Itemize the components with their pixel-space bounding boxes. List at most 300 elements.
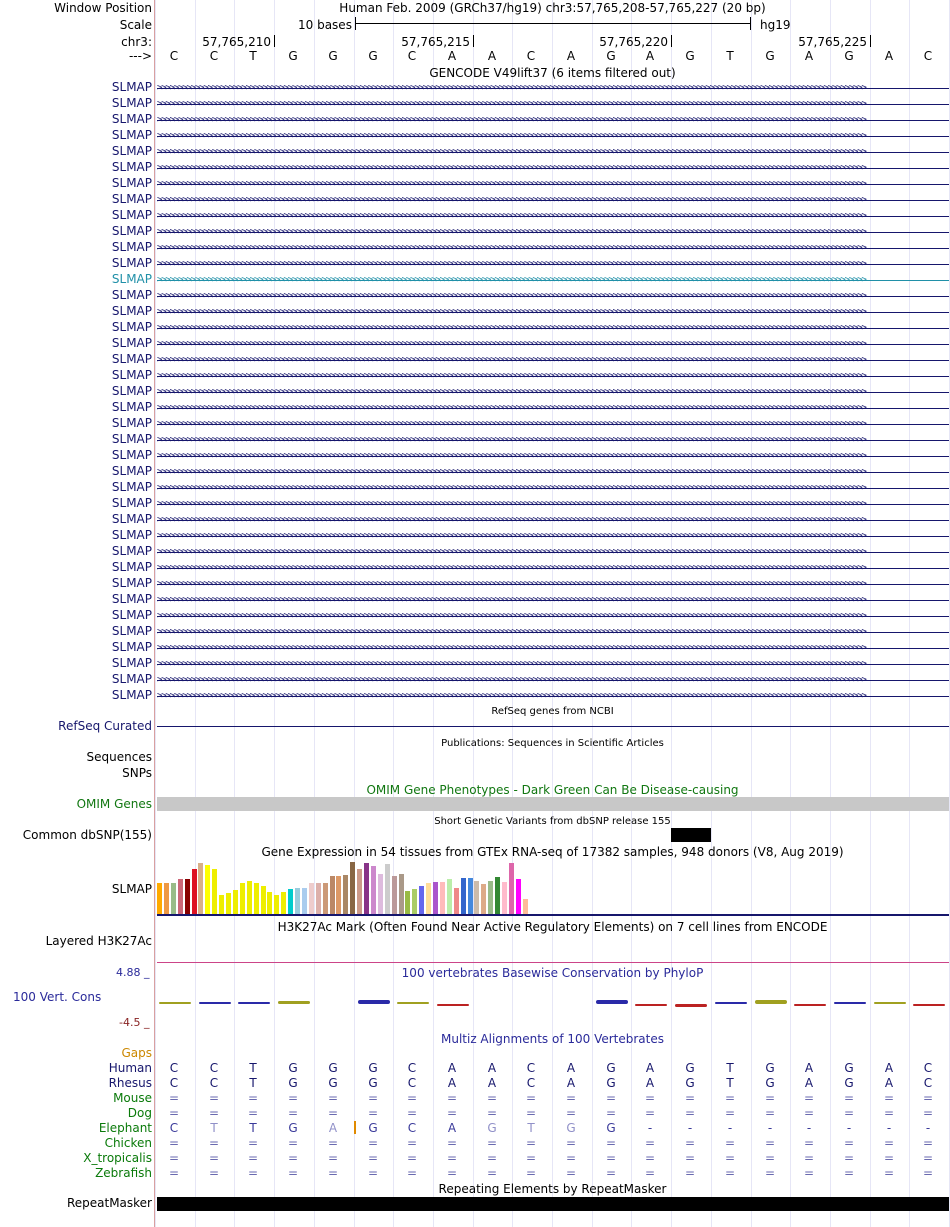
- alignment-base: =: [525, 1151, 537, 1165]
- alignment-base: -: [687, 1121, 693, 1135]
- alignment-base: G: [487, 1121, 497, 1135]
- alignment-base: =: [406, 1166, 418, 1180]
- gtex-tissue-bar[interactable]: [261, 886, 266, 914]
- gencode-title: GENCODE V49lift37 (6 items filtered out): [429, 66, 676, 80]
- alignment-base: G: [368, 1076, 378, 1090]
- species-label[interactable]: Zebrafish: [95, 1166, 152, 1180]
- alignment-base: =: [803, 1151, 815, 1165]
- gencode-item-feature[interactable]: >>>>>>>>>>>>>>>>>>>>>>>>>>>>>>>>>>>>>>>>>>>>>>>>>>>>>>>>>>>>>>>>>>>>>>>>>>>>>>>>>>>>>>>>>>>>>>>>>>>>>>>>>>>>>>>>>>>>>>>>>>>>>>>>>>>>>>>>>>>>>>>>>>>>>>>>>>>>>>>>>>>>>>>>: [157, 452, 866, 460]
- gtex-tissue-bar[interactable]: [274, 895, 279, 914]
- gencode-item-label[interactable]: SLMAP: [111, 496, 152, 510]
- species-label[interactable]: Mouse: [113, 1091, 152, 1105]
- gencode-item-feature[interactable]: >>>>>>>>>>>>>>>>>>>>>>>>>>>>>>>>>>>>>>>>>>>>>>>>>>>>>>>>>>>>>>>>>>>>>>>>>>>>>>>>>>>>>>>>>>>>>>>>>>>>>>>>>>>>>>>>>>>>>>>>>>>>>>>>>>>>>>>>>>>>>>>>>>>>>>>>>>>>>>>>>>>>>>>>: [157, 196, 866, 204]
- gtex-tissue-bar[interactable]: [378, 874, 383, 914]
- ruler-number: 57,765,220: [599, 35, 668, 49]
- alignment-base: =: [406, 1091, 418, 1105]
- alignment-base: G: [288, 1061, 298, 1075]
- gencode-item-label[interactable]: SLMAP: [111, 288, 152, 302]
- alignment-base: =: [883, 1136, 895, 1150]
- alignment-base: A: [566, 1061, 576, 1075]
- alignment-base: -: [846, 1121, 852, 1135]
- gencode-item-feature[interactable]: >>>>>>>>>>>>>>>>>>>>>>>>>>>>>>>>>>>>>>>>>>>>>>>>>>>>>>>>>>>>>>>>>>>>>>>>>>>>>>>>>>>>>>>>>>>>>>>>>>>>>>>>>>>>>>>>>>>>>>>>>>>>>>>>>>>>>>>>>>>>>>>>>>>>>>>>>>>>>>>>>>>>>>>>: [157, 612, 866, 620]
- alignment-base: =: [327, 1091, 339, 1105]
- ruler-tick: [870, 35, 871, 47]
- alignment-base: =: [168, 1106, 180, 1120]
- gencode-item-feature[interactable]: >>>>>>>>>>>>>>>>>>>>>>>>>>>>>>>>>>>>>>>>>>>>>>>>>>>>>>>>>>>>>>>>>>>>>>>>>>>>>>>>>>>>>>>>>>>>>>>>>>>>>>>>>>>>>>>>>>>>>>>>>>>>>>>>>>>>>>>>>>>>>>>>>>>>>>>>>>>>>>>>>>>>>>>>: [157, 308, 866, 316]
- strand-label: --->: [128, 49, 152, 63]
- sequence-base: G: [368, 49, 378, 63]
- alignment-base: =: [922, 1091, 934, 1105]
- species-label[interactable]: Chicken: [104, 1136, 152, 1150]
- alignment-base: =: [486, 1151, 498, 1165]
- gtex-tissue-bar[interactable]: [509, 863, 514, 914]
- alignment-base: =: [922, 1151, 934, 1165]
- phylop-score-mark: [596, 1000, 628, 1004]
- alignment-base: =: [883, 1106, 895, 1120]
- gtex-tissue-bar[interactable]: [426, 883, 431, 914]
- gtex-tissue-bar[interactable]: [412, 889, 417, 914]
- alignment-base: =: [684, 1106, 696, 1120]
- gencode-item-feature[interactable]: >>>>>>>>>>>>>>>>>>>>>>>>>>>>>>>>>>>>>>>>>>>>>>>>>>>>>>>>>>>>>>>>>>>>>>>>>>>>>>>>>>>>>>>>>>>>>>>>>>>>>>>>>>>>>>>>>>>>>>>>>>>>>>>>>>>>>>>>>>>>>>>>>>>>>>>>>>>>>>>>>>>>>>>>: [157, 84, 866, 92]
- alignment-base: =: [684, 1136, 696, 1150]
- gencode-item-label[interactable]: SLMAP: [111, 144, 152, 158]
- gtex-label[interactable]: SLMAP: [111, 882, 152, 896]
- sequence-base: A: [447, 49, 457, 63]
- gtex-tissue-bar[interactable]: [461, 878, 466, 914]
- omim-gene-bar[interactable]: [157, 797, 949, 811]
- alignment-base: =: [883, 1091, 895, 1105]
- gtex-tissue-bar[interactable]: [371, 866, 376, 914]
- alignment-base: =: [843, 1151, 855, 1165]
- gtex-baseline: [157, 914, 949, 916]
- omim-title: OMIM Gene Phenotypes - Dark Green Can Be Disease-causing: [366, 783, 739, 797]
- gencode-item-label[interactable]: SLMAP: [111, 464, 152, 478]
- gencode-item-feature[interactable]: >>>>>>>>>>>>>>>>>>>>>>>>>>>>>>>>>>>>>>>>>>>>>>>>>>>>>>>>>>>>>>>>>>>>>>>>>>>>>>>>>>>>>>>>>>>>>>>>>>>>>>>>>>>>>>>>>>>>>>>>>>>>>>>>>>>>>>>>>>>>>>>>>>>>>>>>>>>>>>>>>>>>>>>>: [157, 356, 866, 364]
- gtex-tissue-bar[interactable]: [302, 888, 307, 914]
- refseq-title: RefSeq genes from NCBI: [491, 706, 614, 717]
- gencode-item-label[interactable]: SLMAP: [111, 336, 152, 350]
- alignment-base: A: [804, 1076, 814, 1090]
- phylop-score-mark: [635, 1004, 667, 1006]
- gtex-bar-chart[interactable]: [156, 860, 536, 914]
- assembly-label: hg19: [760, 18, 791, 32]
- refseq-label[interactable]: RefSeq Curated: [58, 719, 152, 733]
- gencode-item-label[interactable]: SLMAP: [111, 640, 152, 654]
- dbsnp-title: Short Genetic Variants from dbSNP release 155: [434, 816, 671, 827]
- alignment-base: =: [287, 1166, 299, 1180]
- alignment-base: =: [486, 1136, 498, 1150]
- alignment-base: =: [208, 1136, 220, 1150]
- alignment-base: =: [803, 1106, 815, 1120]
- alignment-base: G: [844, 1061, 854, 1075]
- gtex-tissue-bar[interactable]: [267, 892, 272, 914]
- alignment-base: G: [566, 1121, 576, 1135]
- alignment-base: =: [605, 1136, 617, 1150]
- gencode-item-feature[interactable]: >>>>>>>>>>>>>>>>>>>>>>>>>>>>>>>>>>>>>>>>>>>>>>>>>>>>>>>>>>>>>>>>>>>>>>>>>>>>>>>>>>>>>>>>>>>>>>>>>>>>>>>>>>>>>>>>>>>>>>>>>>>>>>>>>>>>>>>>>>>>>>>>>>>>>>>>>>>>>>>>>>>>>>>>: [157, 180, 866, 188]
- alignment-base: =: [684, 1166, 696, 1180]
- gtex-tissue-bar[interactable]: [364, 863, 369, 914]
- gencode-item-feature[interactable]: >>>>>>>>>>>>>>>>>>>>>>>>>>>>>>>>>>>>>>>>>>>>>>>>>>>>>>>>>>>>>>>>>>>>>>>>>>>>>>>>>>>>>>>>>>>>>>>>>>>>>>>>>>>>>>>>>>>>>>>>>>>>>>>>>>>>>>>>>>>>>>>>>>>>>>>>>>>>>>>>>>>>>>>>: [157, 276, 866, 284]
- window-position-label: Window Position: [54, 1, 152, 15]
- gencode-item-feature[interactable]: >>>>>>>>>>>>>>>>>>>>>>>>>>>>>>>>>>>>>>>>>>>>>>>>>>>>>>>>>>>>>>>>>>>>>>>>>>>>>>>>>>>>>>>>>>>>>>>>>>>>>>>>>>>>>>>>>>>>>>>>>>>>>>>>>>>>>>>>>>>>>>>>>>>>>>>>>>>>>>>>>>>>>>>>: [157, 500, 866, 508]
- alignment-base: =: [247, 1166, 259, 1180]
- alignment-base: =: [843, 1166, 855, 1180]
- species-label[interactable]: X_tropicalis: [83, 1151, 152, 1165]
- sequence-base: C: [209, 49, 219, 63]
- gencode-item-label[interactable]: SLMAP: [111, 656, 152, 670]
- alignment-base: G: [765, 1061, 775, 1075]
- gtex-tissue-bar[interactable]: [247, 881, 252, 914]
- gencode-item-feature[interactable]: >>>>>>>>>>>>>>>>>>>>>>>>>>>>>>>>>>>>>>>>>>>>>>>>>>>>>>>>>>>>>>>>>>>>>>>>>>>>>>>>>>>>>>>>>>>>>>>>>>>>>>>>>>>>>>>>>>>>>>>>>>>>>>>>>>>>>>>>>>>>>>>>>>>>>>>>>>>>>>>>>>>>>>>>: [157, 164, 866, 172]
- gtex-tissue-bar[interactable]: [433, 882, 438, 914]
- gtex-tissue-bar[interactable]: [343, 875, 348, 914]
- h3k27ac-title: H3K27Ac Mark (Often Found Near Active Regulatory Elements) on 7 cell lines from ENCODE: [277, 920, 828, 934]
- alignment-base: =: [486, 1106, 498, 1120]
- gtex-tissue-bar[interactable]: [447, 879, 452, 914]
- alignment-base: =: [525, 1136, 537, 1150]
- alignment-base: =: [764, 1136, 776, 1150]
- alignment-base: =: [764, 1151, 776, 1165]
- alignment-base: =: [843, 1091, 855, 1105]
- gtex-tissue-bar[interactable]: [481, 884, 486, 914]
- alignment-base: T: [210, 1121, 218, 1135]
- alignment-base: -: [925, 1121, 931, 1135]
- alignment-base: =: [327, 1166, 339, 1180]
- gencode-item-feature[interactable]: >>>>>>>>>>>>>>>>>>>>>>>>>>>>>>>>>>>>>>>>>>>>>>>>>>>>>>>>>>>>>>>>>>>>>>>>>>>>>>>>>>>>>>>>>>>>>>>>>>>>>>>>>>>>>>>>>>>>>>>>>>>>>>>>>>>>>>>>>>>>>>>>>>>>>>>>>>>>>>>>>>>>>>>>: [157, 564, 866, 572]
- publications-label-sequences[interactable]: Sequences: [86, 750, 152, 764]
- gencode-item-label[interactable]: SLMAP: [111, 416, 152, 430]
- repeatmasker-label[interactable]: RepeatMasker: [66, 1196, 152, 1210]
- gencode-item-label[interactable]: SLMAP: [111, 208, 152, 222]
- gencode-item-label[interactable]: SLMAP: [111, 384, 152, 398]
- gencode-item-label[interactable]: SLMAP: [111, 80, 152, 94]
- alignment-base: =: [406, 1106, 418, 1120]
- gtex-tissue-bar[interactable]: [516, 879, 521, 914]
- gencode-item-label[interactable]: SLMAP: [111, 256, 152, 270]
- dbsnp-label[interactable]: Common dbSNP(155): [22, 828, 152, 842]
- gtex-tissue-bar[interactable]: [281, 892, 286, 914]
- gencode-item-label[interactable]: SLMAP: [111, 160, 152, 174]
- gtex-tissue-bar[interactable]: [288, 889, 293, 914]
- alignment-base: =: [367, 1091, 379, 1105]
- alignment-base: =: [605, 1166, 617, 1180]
- alignment-base: =: [724, 1166, 736, 1180]
- gencode-item-label[interactable]: SLMAP: [111, 352, 152, 366]
- gtex-title: Gene Expression in 54 tissues from GTEx RNA-seq of 17382 samples, 948 donors (V8, Aug 2019): [261, 845, 844, 859]
- alignment-base: G: [685, 1061, 695, 1075]
- phylop-score-mark: [913, 1004, 945, 1006]
- gencode-item-feature[interactable]: >>>>>>>>>>>>>>>>>>>>>>>>>>>>>>>>>>>>>>>>>>>>>>>>>>>>>>>>>>>>>>>>>>>>>>>>>>>>>>>>>>>>>>>>>>>>>>>>>>>>>>>>>>>>>>>>>>>>>>>>>>>>>>>>>>>>>>>>>>>>>>>>>>>>>>>>>>>>>>>>>>>>>>>>: [157, 148, 866, 156]
- alignment-base: =: [446, 1091, 458, 1105]
- alignment-base: C: [526, 1076, 536, 1090]
- gencode-item-label[interactable]: SLMAP: [111, 304, 152, 318]
- alignment-base: G: [606, 1121, 616, 1135]
- alignment-base: T: [527, 1121, 535, 1135]
- gencode-item-label[interactable]: SLMAP: [111, 448, 152, 462]
- gtex-tissue-bar[interactable]: [164, 883, 169, 914]
- alignment-base: =: [605, 1091, 617, 1105]
- alignment-base: G: [288, 1121, 298, 1135]
- alignment-base: A: [645, 1076, 655, 1090]
- publications-label-snps[interactable]: SNPs: [122, 766, 152, 780]
- gtex-tissue-bar[interactable]: [295, 888, 300, 914]
- gencode-item-label[interactable]: SLMAP: [111, 512, 152, 526]
- gtex-tissue-bar[interactable]: [198, 863, 203, 914]
- alignment-base: =: [486, 1091, 498, 1105]
- alignment-base: =: [367, 1136, 379, 1150]
- alignment-base: =: [565, 1151, 577, 1165]
- alignment-base: =: [208, 1091, 220, 1105]
- sequence-base: G: [685, 49, 695, 63]
- gencode-item-feature[interactable]: >>>>>>>>>>>>>>>>>>>>>>>>>>>>>>>>>>>>>>>>>>>>>>>>>>>>>>>>>>>>>>>>>>>>>>>>>>>>>>>>>>>>>>>>>>>>>>>>>>>>>>>>>>>>>>>>>>>>>>>>>>>>>>>>>>>>>>>>>>>>>>>>>>>>>>>>>>>>>>>>>>>>>>>>: [157, 292, 866, 300]
- phylop-score-mark: [715, 1002, 747, 1004]
- gtex-tissue-bar[interactable]: [316, 883, 321, 914]
- gencode-item-label[interactable]: SLMAP: [111, 672, 152, 686]
- gencode-item-feature[interactable]: >>>>>>>>>>>>>>>>>>>>>>>>>>>>>>>>>>>>>>>>>>>>>>>>>>>>>>>>>>>>>>>>>>>>>>>>>>>>>>>>>>>>>>>>>>>>>>>>>>>>>>>>>>>>>>>>>>>>>>>>>>>>>>>>>>>>>>>>>>>>>>>>>>>>>>>>>>>>>>>>>>>>>>>>: [157, 660, 866, 668]
- gtex-tissue-bar[interactable]: [336, 876, 341, 914]
- omim-label[interactable]: OMIM Genes: [76, 797, 152, 811]
- alignment-base: =: [724, 1151, 736, 1165]
- gencode-item-label[interactable]: SLMAP: [111, 240, 152, 254]
- gencode-item-feature[interactable]: >>>>>>>>>>>>>>>>>>>>>>>>>>>>>>>>>>>>>>>>>>>>>>>>>>>>>>>>>>>>>>>>>>>>>>>>>>>>>>>>>>>>>>>>>>>>>>>>>>>>>>>>>>>>>>>>>>>>>>>>>>>>>>>>>>>>>>>>>>>>>>>>>>>>>>>>>>>>>>>>>>>>>>>>: [157, 132, 866, 140]
- gencode-item-feature[interactable]: >>>>>>>>>>>>>>>>>>>>>>>>>>>>>>>>>>>>>>>>>>>>>>>>>>>>>>>>>>>>>>>>>>>>>>>>>>>>>>>>>>>>>>>>>>>>>>>>>>>>>>>>>>>>>>>>>>>>>>>>>>>>>>>>>>>>>>>>>>>>>>>>>>>>>>>>>>>>>>>>>>>>>>>>: [157, 676, 866, 684]
- gtex-tissue-bar[interactable]: [205, 865, 210, 914]
- gencode-item-feature[interactable]: >>>>>>>>>>>>>>>>>>>>>>>>>>>>>>>>>>>>>>>>>>>>>>>>>>>>>>>>>>>>>>>>>>>>>>>>>>>>>>>>>>>>>>>>>>>>>>>>>>>>>>>>>>>>>>>>>>>>>>>>>>>>>>>>>>>>>>>>>>>>>>>>>>>>>>>>>>>>>>>>>>>>>>>>: [157, 228, 866, 236]
- gencode-item-label[interactable]: SLMAP: [111, 544, 152, 558]
- alignment-base: G: [368, 1061, 378, 1075]
- gencode-item-label[interactable]: SLMAP: [111, 96, 152, 110]
- alignment-base: G: [368, 1121, 378, 1135]
- gencode-item-feature[interactable]: >>>>>>>>>>>>>>>>>>>>>>>>>>>>>>>>>>>>>>>>>>>>>>>>>>>>>>>>>>>>>>>>>>>>>>>>>>>>>>>>>>>>>>>>>>>>>>>>>>>>>>>>>>>>>>>>>>>>>>>>>>>>>>>>>>>>>>>>>>>>>>>>>>>>>>>>>>>>>>>>>>>>>>>>: [157, 212, 866, 220]
- gtex-tissue-bar[interactable]: [405, 891, 410, 914]
- gencode-item-feature[interactable]: >>>>>>>>>>>>>>>>>>>>>>>>>>>>>>>>>>>>>>>>>>>>>>>>>>>>>>>>>>>>>>>>>>>>>>>>>>>>>>>>>>>>>>>>>>>>>>>>>>>>>>>>>>>>>>>>>>>>>>>>>>>>>>>>>>>>>>>>>>>>>>>>>>>>>>>>>>>>>>>>>>>>>>>>: [157, 628, 866, 636]
- alignment-base: =: [446, 1151, 458, 1165]
- phylop-score-mark: [278, 1001, 310, 1004]
- gencode-item-feature[interactable]: >>>>>>>>>>>>>>>>>>>>>>>>>>>>>>>>>>>>>>>>>>>>>>>>>>>>>>>>>>>>>>>>>>>>>>>>>>>>>>>>>>>>>>>>>>>>>>>>>>>>>>>>>>>>>>>>>>>>>>>>>>>>>>>>>>>>>>>>>>>>>>>>>>>>>>>>>>>>>>>>>>>>>>>>: [157, 100, 866, 108]
- sequence-base: T: [249, 49, 257, 63]
- alignment-base: =: [922, 1166, 934, 1180]
- sequence-base: A: [884, 49, 894, 63]
- phylop-score-mark: [834, 1002, 866, 1004]
- alignment-base: =: [247, 1091, 259, 1105]
- alignment-base: =: [644, 1091, 656, 1105]
- gtex-tissue-bar[interactable]: [212, 869, 217, 914]
- gtex-tissue-bar[interactable]: [495, 877, 500, 914]
- alignment-base: =: [287, 1136, 299, 1150]
- gencode-item-label[interactable]: SLMAP: [111, 400, 152, 414]
- alignment-base: =: [208, 1151, 220, 1165]
- alignment-base: T: [726, 1076, 734, 1090]
- alignment-base: T: [249, 1076, 257, 1090]
- gtex-tissue-bar[interactable]: [488, 881, 493, 914]
- gtex-tissue-bar[interactable]: [468, 878, 473, 914]
- gencode-item-feature[interactable]: >>>>>>>>>>>>>>>>>>>>>>>>>>>>>>>>>>>>>>>>>>>>>>>>>>>>>>>>>>>>>>>>>>>>>>>>>>>>>>>>>>>>>>>>>>>>>>>>>>>>>>>>>>>>>>>>>>>>>>>>>>>>>>>>>>>>>>>>>>>>>>>>>>>>>>>>>>>>>>>>>>>>>>>>: [157, 244, 866, 252]
- gtex-tissue-bar[interactable]: [330, 876, 335, 914]
- conservation-label[interactable]: 100 Vert. Cons: [13, 990, 102, 1004]
- gtex-tissue-bar[interactable]: [178, 879, 183, 914]
- ruler-number: 57,765,210: [202, 35, 271, 49]
- alignment-base: =: [803, 1166, 815, 1180]
- sequence-base: A: [804, 49, 814, 63]
- gencode-item-label[interactable]: SLMAP: [111, 592, 152, 606]
- gtex-tissue-bar[interactable]: [254, 883, 259, 914]
- gtex-tissue-bar[interactable]: [419, 886, 424, 914]
- gencode-item-label[interactable]: SLMAP: [111, 608, 152, 622]
- gencode-item-feature[interactable]: >>>>>>>>>>>>>>>>>>>>>>>>>>>>>>>>>>>>>>>>>>>>>>>>>>>>>>>>>>>>>>>>>>>>>>>>>>>>>>>>>>>>>>>>>>>>>>>>>>>>>>>>>>>>>>>>>>>>>>>>>>>>>>>>>>>>>>>>>>>>>>>>>>>>>>>>>>>>>>>>>>>>>>>>: [157, 324, 866, 332]
- gencode-item-feature[interactable]: >>>>>>>>>>>>>>>>>>>>>>>>>>>>>>>>>>>>>>>>>>>>>>>>>>>>>>>>>>>>>>>>>>>>>>>>>>>>>>>>>>>>>>>>>>>>>>>>>>>>>>>>>>>>>>>>>>>>>>>>>>>>>>>>>>>>>>>>>>>>>>>>>>>>>>>>>>>>>>>>>>>>>>>>: [157, 436, 866, 444]
- gtex-tissue-bar[interactable]: [350, 862, 355, 914]
- alignment-base: =: [406, 1151, 418, 1165]
- conservation-max-label: 4.88 _: [116, 966, 150, 979]
- refseq-track-line: [157, 726, 949, 727]
- ruler-number: 57,765,215: [401, 35, 470, 49]
- gencode-item-label[interactable]: SLMAP: [111, 432, 152, 446]
- gencode-item-feature[interactable]: >>>>>>>>>>>>>>>>>>>>>>>>>>>>>>>>>>>>>>>>>>>>>>>>>>>>>>>>>>>>>>>>>>>>>>>>>>>>>>>>>>>>>>>>>>>>>>>>>>>>>>>>>>>>>>>>>>>>>>>>>>>>>>>>>>>>>>>>>>>>>>>>>>>>>>>>>>>>>>>>>>>>>>>>: [157, 372, 866, 380]
- h3k27ac-baseline: [157, 962, 949, 963]
- species-label[interactable]: Elephant: [98, 1121, 152, 1135]
- gencode-item-label[interactable]: SLMAP: [111, 528, 152, 542]
- alignment-base: =: [803, 1136, 815, 1150]
- gencode-item-feature[interactable]: >>>>>>>>>>>>>>>>>>>>>>>>>>>>>>>>>>>>>>>>>>>>>>>>>>>>>>>>>>>>>>>>>>>>>>>>>>>>>>>>>>>>>>>>>>>>>>>>>>>>>>>>>>>>>>>>>>>>>>>>>>>>>>>>>>>>>>>>>>>>>>>>>>>>>>>>>>>>>>>>>>>>>>>>: [157, 580, 866, 588]
- gtex-tissue-bar[interactable]: [523, 899, 528, 914]
- gencode-item-feature[interactable]: >>>>>>>>>>>>>>>>>>>>>>>>>>>>>>>>>>>>>>>>>>>>>>>>>>>>>>>>>>>>>>>>>>>>>>>>>>>>>>>>>>>>>>>>>>>>>>>>>>>>>>>>>>>>>>>>>>>>>>>>>>>>>>>>>>>>>>>>>>>>>>>>>>>>>>>>>>>>>>>>>>>>>>>>: [157, 644, 866, 652]
- alignment-base: =: [168, 1136, 180, 1150]
- alignment-base: C: [923, 1076, 933, 1090]
- alignment-base: =: [446, 1106, 458, 1120]
- gencode-item-label[interactable]: SLMAP: [111, 624, 152, 638]
- alignment-base: =: [565, 1091, 577, 1105]
- gtex-tissue-bar[interactable]: [233, 890, 238, 914]
- alignment-base: =: [565, 1136, 577, 1150]
- alignment-base: =: [843, 1106, 855, 1120]
- gencode-item-feature[interactable]: >>>>>>>>>>>>>>>>>>>>>>>>>>>>>>>>>>>>>>>>>>>>>>>>>>>>>>>>>>>>>>>>>>>>>>>>>>>>>>>>>>>>>>>>>>>>>>>>>>>>>>>>>>>>>>>>>>>>>>>>>>>>>>>>>>>>>>>>>>>>>>>>>>>>>>>>>>>>>>>>>>>>>>>>: [157, 468, 866, 476]
- gtex-tissue-bar[interactable]: [171, 883, 176, 914]
- sequence-base: G: [288, 49, 298, 63]
- alignment-base: A: [487, 1076, 497, 1090]
- gencode-item-label[interactable]: SLMAP: [111, 192, 152, 206]
- gtex-tissue-bar[interactable]: [219, 895, 224, 914]
- repeatmasker-bar[interactable]: [157, 1197, 949, 1211]
- phylop-score-mark: [238, 1002, 270, 1004]
- gencode-item-label[interactable]: SLMAP: [111, 576, 152, 590]
- alignment-base: A: [447, 1061, 457, 1075]
- gencode-item-feature[interactable]: >>>>>>>>>>>>>>>>>>>>>>>>>>>>>>>>>>>>>>>>>>>>>>>>>>>>>>>>>>>>>>>>>>>>>>>>>>>>>>>>>>>>>>>>>>>>>>>>>>>>>>>>>>>>>>>>>>>>>>>>>>>>>>>>>>>>>>>>>>>>>>>>>>>>>>>>>>>>>>>>>>>>>>>>: [157, 404, 866, 412]
- gtex-tissue-bar[interactable]: [440, 882, 445, 914]
- alignment-base: A: [447, 1121, 457, 1135]
- gtex-tissue-bar[interactable]: [357, 869, 362, 914]
- sequence-base: G: [328, 49, 338, 63]
- phylop-score-mark: [159, 1002, 191, 1004]
- alignment-base: -: [886, 1121, 892, 1135]
- position-title: Human Feb. 2009 (GRCh37/hg19) chr3:57,765,208-57,765,227 (20 bp): [339, 1, 766, 15]
- alignment-base: =: [644, 1166, 656, 1180]
- alignment-base: =: [287, 1106, 299, 1120]
- gencode-item-label[interactable]: SLMAP: [111, 368, 152, 382]
- gencode-item-feature[interactable]: >>>>>>>>>>>>>>>>>>>>>>>>>>>>>>>>>>>>>>>>>>>>>>>>>>>>>>>>>>>>>>>>>>>>>>>>>>>>>>>>>>>>>>>>>>>>>>>>>>>>>>>>>>>>>>>>>>>>>>>>>>>>>>>>>>>>>>>>>>>>>>>>>>>>>>>>>>>>>>>>>>>>>>>>: [157, 116, 866, 124]
- gencode-item-label[interactable]: SLMAP: [111, 128, 152, 142]
- gtex-tissue-bar[interactable]: [185, 879, 190, 914]
- gencode-item-label[interactable]: SLMAP: [111, 320, 152, 334]
- alignment-base: -: [727, 1121, 733, 1135]
- alignment-base: G: [685, 1076, 695, 1090]
- alignment-base: =: [724, 1106, 736, 1120]
- multiz-title: Multiz Alignments of 100 Vertebrates: [440, 1032, 665, 1046]
- alignment-base: C: [169, 1076, 179, 1090]
- gtex-tissue-bar[interactable]: [392, 876, 397, 914]
- species-label[interactable]: Dog: [127, 1106, 152, 1120]
- gtex-tissue-bar[interactable]: [309, 883, 314, 914]
- alignment-base: =: [684, 1091, 696, 1105]
- gencode-item-label[interactable]: SLMAP: [111, 480, 152, 494]
- phylop-score-mark: [437, 1004, 469, 1006]
- h3k27ac-label[interactable]: Layered H3K27Ac: [45, 934, 152, 948]
- alignment-base: =: [922, 1106, 934, 1120]
- gencode-item-label[interactable]: SLMAP: [111, 688, 152, 702]
- gencode-item-feature[interactable]: >>>>>>>>>>>>>>>>>>>>>>>>>>>>>>>>>>>>>>>>>>>>>>>>>>>>>>>>>>>>>>>>>>>>>>>>>>>>>>>>>>>>>>>>>>>>>>>>>>>>>>>>>>>>>>>>>>>>>>>>>>>>>>>>>>>>>>>>>>>>>>>>>>>>>>>>>>>>>>>>>>>>>>>>: [157, 596, 866, 604]
- gencode-item-feature[interactable]: >>>>>>>>>>>>>>>>>>>>>>>>>>>>>>>>>>>>>>>>>>>>>>>>>>>>>>>>>>>>>>>>>>>>>>>>>>>>>>>>>>>>>>>>>>>>>>>>>>>>>>>>>>>>>>>>>>>>>>>>>>>>>>>>>>>>>>>>>>>>>>>>>>>>>>>>>>>>>>>>>>>>>>>>: [157, 484, 866, 492]
- gtex-tissue-bar[interactable]: [474, 881, 479, 914]
- gencode-item-feature[interactable]: >>>>>>>>>>>>>>>>>>>>>>>>>>>>>>>>>>>>>>>>>>>>>>>>>>>>>>>>>>>>>>>>>>>>>>>>>>>>>>>>>>>>>>>>>>>>>>>>>>>>>>>>>>>>>>>>>>>>>>>>>>>>>>>>>>>>>>>>>>>>>>>>>>>>>>>>>>>>>>>>>>>>>>>>: [157, 260, 866, 268]
- gtex-tissue-bar[interactable]: [454, 888, 459, 914]
- repeatmasker-title: Repeating Elements by RepeatMasker: [438, 1182, 667, 1196]
- gtex-tissue-bar[interactable]: [399, 874, 404, 914]
- alignment-base: =: [883, 1151, 895, 1165]
- alignment-base: =: [724, 1136, 736, 1150]
- alignment-base: T: [249, 1061, 257, 1075]
- alignment-base: =: [644, 1151, 656, 1165]
- gaps-label[interactable]: Gaps: [121, 1046, 152, 1060]
- gencode-item-feature[interactable]: >>>>>>>>>>>>>>>>>>>>>>>>>>>>>>>>>>>>>>>>>>>>>>>>>>>>>>>>>>>>>>>>>>>>>>>>>>>>>>>>>>>>>>>>>>>>>>>>>>>>>>>>>>>>>>>>>>>>>>>>>>>>>>>>>>>>>>>>>>>>>>>>>>>>>>>>>>>>>>>>>>>>>>>>: [157, 692, 866, 700]
- gtex-tissue-bar[interactable]: [502, 882, 507, 914]
- alignment-base: G: [606, 1061, 616, 1075]
- alignment-base: C: [407, 1061, 417, 1075]
- gencode-item-label[interactable]: SLMAP: [111, 272, 152, 286]
- gtex-tissue-bar[interactable]: [240, 883, 245, 914]
- gtex-tissue-bar[interactable]: [226, 893, 231, 914]
- gencode-item-feature[interactable]: >>>>>>>>>>>>>>>>>>>>>>>>>>>>>>>>>>>>>>>>>>>>>>>>>>>>>>>>>>>>>>>>>>>>>>>>>>>>>>>>>>>>>>>>>>>>>>>>>>>>>>>>>>>>>>>>>>>>>>>>>>>>>>>>>>>>>>>>>>>>>>>>>>>>>>>>>>>>>>>>>>>>>>>>: [157, 548, 866, 556]
- alignment-base: =: [764, 1166, 776, 1180]
- alignment-base: =: [922, 1136, 934, 1150]
- alignment-base: A: [447, 1076, 457, 1090]
- gencode-item-label[interactable]: SLMAP: [111, 176, 152, 190]
- alignment-base: T: [249, 1121, 257, 1135]
- gtex-tissue-bar[interactable]: [192, 869, 197, 914]
- phylop-score-mark: [874, 1002, 906, 1004]
- alignment-base: C: [169, 1061, 179, 1075]
- gencode-item-feature[interactable]: >>>>>>>>>>>>>>>>>>>>>>>>>>>>>>>>>>>>>>>>>>>>>>>>>>>>>>>>>>>>>>>>>>>>>>>>>>>>>>>>>>>>>>>>>>>>>>>>>>>>>>>>>>>>>>>>>>>>>>>>>>>>>>>>>>>>>>>>>>>>>>>>>>>>>>>>>>>>>>>>>>>>>>>>: [157, 516, 866, 524]
- gencode-item-feature[interactable]: >>>>>>>>>>>>>>>>>>>>>>>>>>>>>>>>>>>>>>>>>>>>>>>>>>>>>>>>>>>>>>>>>>>>>>>>>>>>>>>>>>>>>>>>>>>>>>>>>>>>>>>>>>>>>>>>>>>>>>>>>>>>>>>>>>>>>>>>>>>>>>>>>>>>>>>>>>>>>>>>>>>>>>>>: [157, 420, 866, 428]
- species-label[interactable]: Human: [108, 1061, 152, 1075]
- gencode-item-label[interactable]: SLMAP: [111, 560, 152, 574]
- chrom-label: chr3:: [121, 35, 152, 49]
- species-label[interactable]: Rhesus: [108, 1076, 152, 1090]
- alignment-base: =: [327, 1136, 339, 1150]
- sequence-base: G: [765, 49, 775, 63]
- sequence-base: C: [526, 49, 536, 63]
- gtex-tissue-bar[interactable]: [385, 864, 390, 914]
- gencode-item-feature[interactable]: >>>>>>>>>>>>>>>>>>>>>>>>>>>>>>>>>>>>>>>>>>>>>>>>>>>>>>>>>>>>>>>>>>>>>>>>>>>>>>>>>>>>>>>>>>>>>>>>>>>>>>>>>>>>>>>>>>>>>>>>>>>>>>>>>>>>>>>>>>>>>>>>>>>>>>>>>>>>>>>>>>>>>>>>: [157, 340, 866, 348]
- gencode-item-label[interactable]: SLMAP: [111, 112, 152, 126]
- snp-marker[interactable]: [671, 828, 711, 842]
- gtex-tissue-bar[interactable]: [323, 883, 328, 914]
- sequence-base: C: [407, 49, 417, 63]
- gencode-item-feature[interactable]: >>>>>>>>>>>>>>>>>>>>>>>>>>>>>>>>>>>>>>>>>>>>>>>>>>>>>>>>>>>>>>>>>>>>>>>>>>>>>>>>>>>>>>>>>>>>>>>>>>>>>>>>>>>>>>>>>>>>>>>>>>>>>>>>>>>>>>>>>>>>>>>>>>>>>>>>>>>>>>>>>>>>>>>>: [157, 388, 866, 396]
- sequence-base: A: [645, 49, 655, 63]
- gencode-item-feature[interactable]: >>>>>>>>>>>>>>>>>>>>>>>>>>>>>>>>>>>>>>>>>>>>>>>>>>>>>>>>>>>>>>>>>>>>>>>>>>>>>>>>>>>>>>>>>>>>>>>>>>>>>>>>>>>>>>>>>>>>>>>>>>>>>>>>>>>>>>>>>>>>>>>>>>>>>>>>>>>>>>>>>>>>>>>>: [157, 532, 866, 540]
- gtex-tissue-bar[interactable]: [157, 883, 162, 914]
- gencode-item-label[interactable]: SLMAP: [111, 224, 152, 238]
- alignment-base: -: [806, 1121, 812, 1135]
